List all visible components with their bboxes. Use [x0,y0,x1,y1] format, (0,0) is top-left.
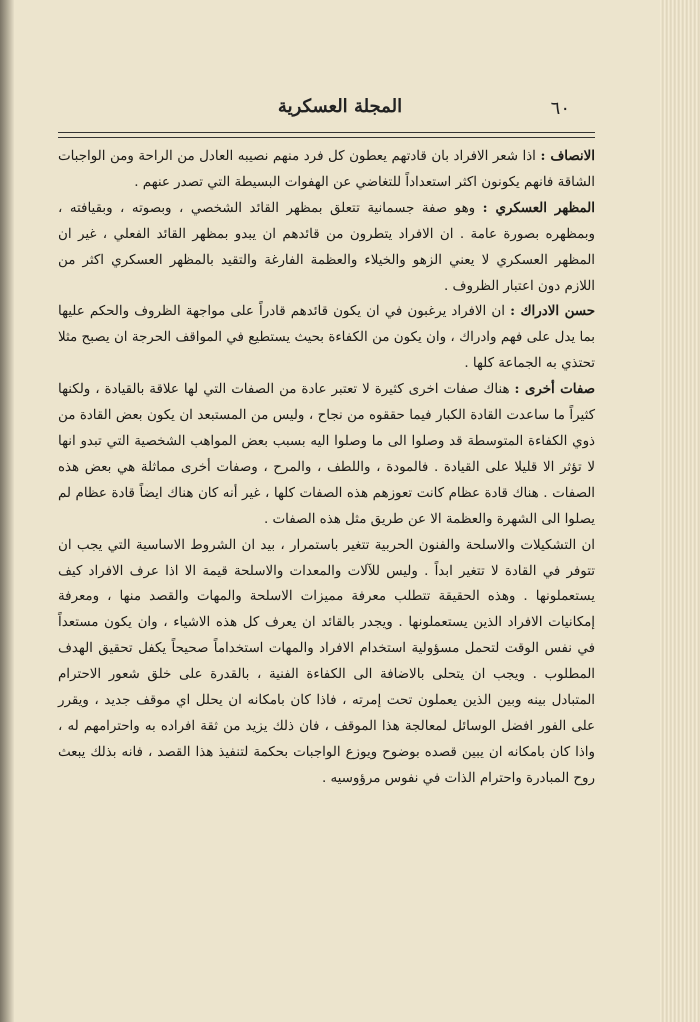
term-fairness: الانصاف : [540,148,595,164]
page-edges [660,0,700,1022]
paragraph-fairness [58,144,595,196]
term-military-appearance: المظهر العسكري : [482,199,595,216]
header-rule [58,132,595,138]
text-other-qualities: هناك صفات اخرى كثيرة لا تعتبر عادة من الصفات التي لها علاقة بالقيادة ، ولكنها كثيراً ما ساعدت القادة الكبار فيما حققوه من نجاح ، وليس من المستبعد ان يكون بعض القادة من ذوي الكفاءة المتوسطة قد وصلوا الى ما وصلوا اليه بسبب بعض المواهب الشخصية التي تبدو انها لا تؤثر الا قليلا على القيادة . فالمودة ، واللطف ، والمرح ، وصفات أخرى مماثلة هي بعض هذه الصفات . هناك قادة عظام كانت تعوزهم هذه الصفات كلها ، غير أنه كان هناك ايضاً قادة عظام لم يصلوا الى الشهرة والعظمة الا عن طريق مثل هذه الصفات . [58,382,596,527]
paragraph-good-perception [58,299,595,377]
text-formations: ان التشكيلات والاسلحة والفنون الحربية تتغير باستمرار ، بيد ان الشروط الاساسية التي يجب ان تتوفر في القادة لا تتغير ابداً . وليس للآلات والمعدات والاسلحة قيمة الا اذا عرف الافراد كيف يستعملونها . وهذه الحقيقة تتطلب معرفة مميزات الاسلحة والمهات والقصد منها ، ومعرفة إمكانيات الافراد الذين يستعملونها . ويجدر بالقائد ان يعرف كل هذه الاشياء ، وان يكون مستعداً في نفس الوقت لتحمل مسؤولية استخدام الافراد والمهات استخداماً صحيحاً يكفل تحقيق الهدف المطلوب . ويجب ان يتحلى بالاضافة الى الكفاءة الفنية ، بالقدرة على خلق شعور الاحترام المتبادل بينه وبين الذين يعملون تحت إمرته ، فاذا كان بامكانه ان يحلل اي موقف جديد ، ويقرر على الفور افضل الوسائل لمعالجة هذا الموقف ، فان ذلك يزيد من ثقة افراده به واحترامهم له ، واذا كان بامكانه ان يبين قصده بوضوح ويوزع الواجبات بحكمة لتنفيذ هذا القصد ، فانه بذلك يبعث روح المبادرة واحترام الذات في نفوس مرؤوسيه . [58,537,595,786]
paragraph-other-qualities [58,377,595,532]
page-header [110,96,570,130]
text-military-appearance: وهو صفة جسمانية تتعلق بمظهر القائد الشخصي ، وبصوته ، وبقيافته ، وبمظهره بصورة عامة . ان الافراد يتطرون من قائدهم ان يبدو بمظهر القائد الفعلي ، غير ان المظهر العسكري لا يعني الزهو والخيلاء والعظمة الفارغة والتقيد بالمظهر العسكري اكثر من اللازم دون اعتبار الظروف . [58,200,595,294]
paragraph-formations [58,533,595,792]
page-number: ٦٠ [550,98,570,119]
text-fairness: اذا شعر الافراد بان قادتهم يعطون كل فرد منهم نصيبه العادل من الراحة ومن الواجبات الشاقة فانهم يكونون اكثر استعداداً للتغاضي عن الهفوات البسيطة التي تصدر عنهم . [58,149,595,190]
paragraph-military-appearance [58,196,595,300]
journal-title: المجلة العسكرية [277,96,403,117]
text-good-perception: ان الافراد يرغبون في ان يكون قائدهم قادراً على مواجهة الظروف والحكم عليها بما يدل على فهم وادراك ، وان يكون من الكفاءة بحيث يستطيع في المواقف الحرجة ان يصبح مثلا تحتذي به الجماعة كلها . [58,304,595,372]
term-good-perception: حسن الادراك : [510,303,595,320]
book-gutter [0,0,14,1022]
article-body [58,144,595,792]
term-other-qualities: صفات أخرى : [514,381,595,398]
